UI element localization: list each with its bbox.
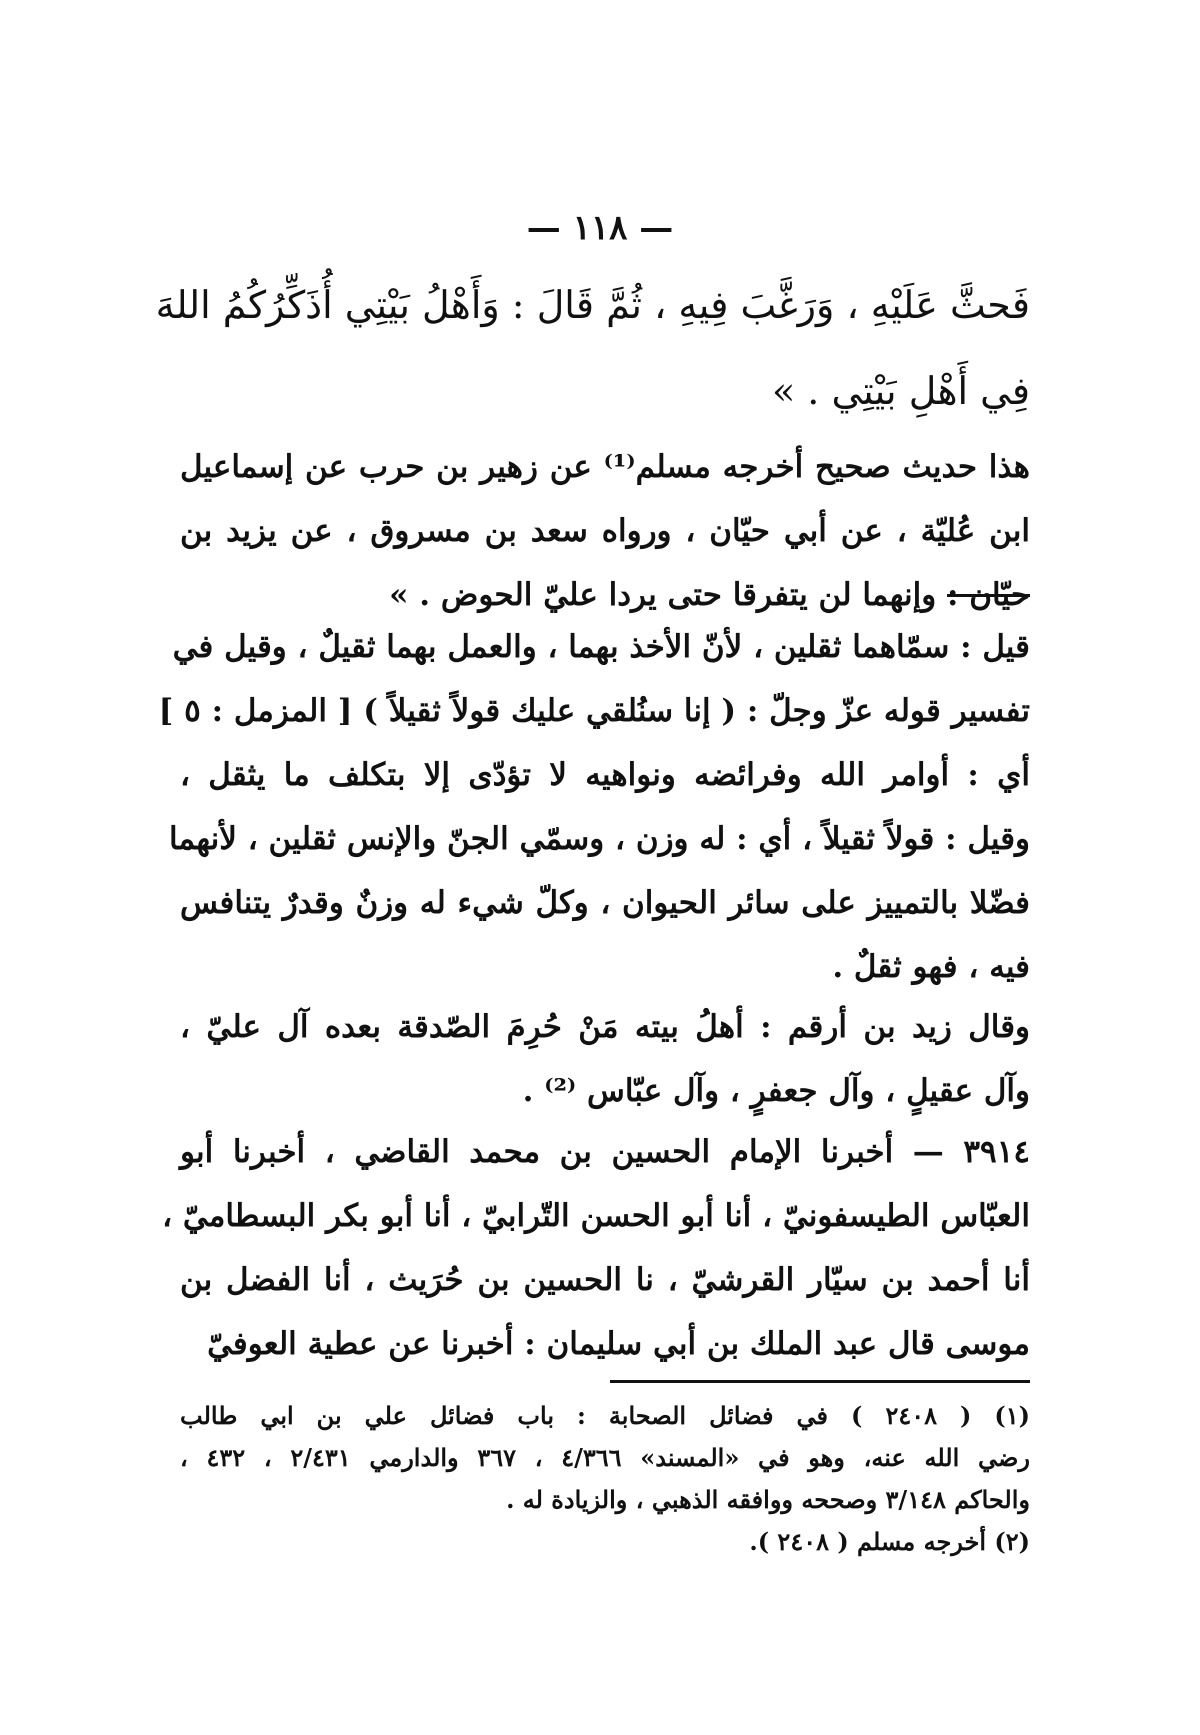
hadith-text [155,262,1030,434]
isnad-paragraph [162,1120,1030,1376]
footnote-line: (١) ( ٢٤٠٨ ) في فضائل الصحابة : باب فضائل علي بن ابي طالب [180,1401,1031,1430]
paragraph-line: قيل : سمّاهما ثقلين ، لأنّ الأخذ بهما ، والعمل بهما ثقيلٌ ، وقيل في [172,629,1030,665]
footnote-line: والحاكم ٣/١٤٨ وصححه ووافقه الذهبي ، والزيادة له . [506,1485,1030,1514]
paragraph-line: موسى قال عبد الملك بن أبي سليمان : أخبرنا عن عطية العوفيّ [207,1326,1030,1362]
hadith-line: فِي أَهْلِ بَيْتِي . » [771,369,1030,413]
paragraph-line: ٣٩١٤ — أخبرنا الإمام الحسين بن محمد القاضي ، أخبرنا أبو [180,1134,1030,1170]
footnote-divider [610,1380,1030,1383]
paragraph-line-rest: وإنهما لن يتفرقا حتى يردا عليّ الحوض . » [389,577,937,613]
hadith-line: فَحثَّ عَلَيْهِ ، وَرَغَّبَ فِيهِ ، ثُمَّ قَالَ : وَأَهْلُ بَيْتِي أُذَكِّرُكُمُ اللهَ [155,283,1030,327]
paragraph-line: هذا حديث صحيح أخرجه مسلم⁽¹⁾ عن زهير بن حرب عن إسماعيل [180,449,1030,485]
commentary-paragraph-2 [158,615,1030,999]
paragraph-line: العبّاس الطيسفونيّ ، أنا أبو الحسن التّرابيّ ، أنا أبو بكر البسطاميّ ، [162,1198,1030,1234]
paragraph-line: أي : أوامر الله وفرائضه ونواهيه لا تؤدّى إلا بتكلف ما يثقل ، [180,757,1030,793]
footnote-line: رضي الله عنه، وهو في «المسند» ٤/٣٦٦ ، ٣٦٧ والدارمي ٢/٤٣١ ، ٤٣٢ ، [180,1443,1030,1472]
footnotes [180,1395,1030,1563]
commentary-paragraph-1 [180,435,1030,627]
paragraph-line: وقيل : قولاً ثقيلاً ، أي : له وزن ، وسمّي الجنّ والإنس ثقلين ، لأنهما [168,821,1030,857]
paragraph-line: وآل عقيلٍ ، وآل جعفرٍ ، وآل عبّاس ⁽²⁾ . [522,1073,1030,1109]
paragraph-line: ابن عُليّة ، عن أبي حيّان ، ورواه سعد بن مسروق ، عن يزيد بن [180,513,1030,549]
footnote-line: (٢) أخرجه مسلم ( ٢٤٠٨ ). [749,1527,1030,1556]
struck-text: حيّان : [947,577,1030,613]
page-number: — ١١٨ — [526,208,674,248]
paragraph-line: أنا أحمد بن سيّار القرشيّ ، نا الحسين بن حُرَيث ، أنا الفضل بن [180,1262,1030,1298]
paragraph-line: تفسير قوله عزّ وجلّ : ( إنا سنُلقي عليك قولاً ثقيلاً ) [ المزمل : ٥ ] [158,693,1030,729]
commentary-paragraph-3 [180,995,1030,1123]
paragraph-line: فضّلا بالتمييز على سائر الحيوان ، وكلّ شيء له وزنٌ وقدرٌ يتنافس [180,885,1030,921]
paragraph-line: فيه ، فهو ثقلٌ . [832,949,1030,985]
paragraph-line: وقال زيد بن أرقم : أهلُ بيته مَنْ حُرِمَ الصّدقة بعده آل عليّ ، [180,1009,1030,1045]
